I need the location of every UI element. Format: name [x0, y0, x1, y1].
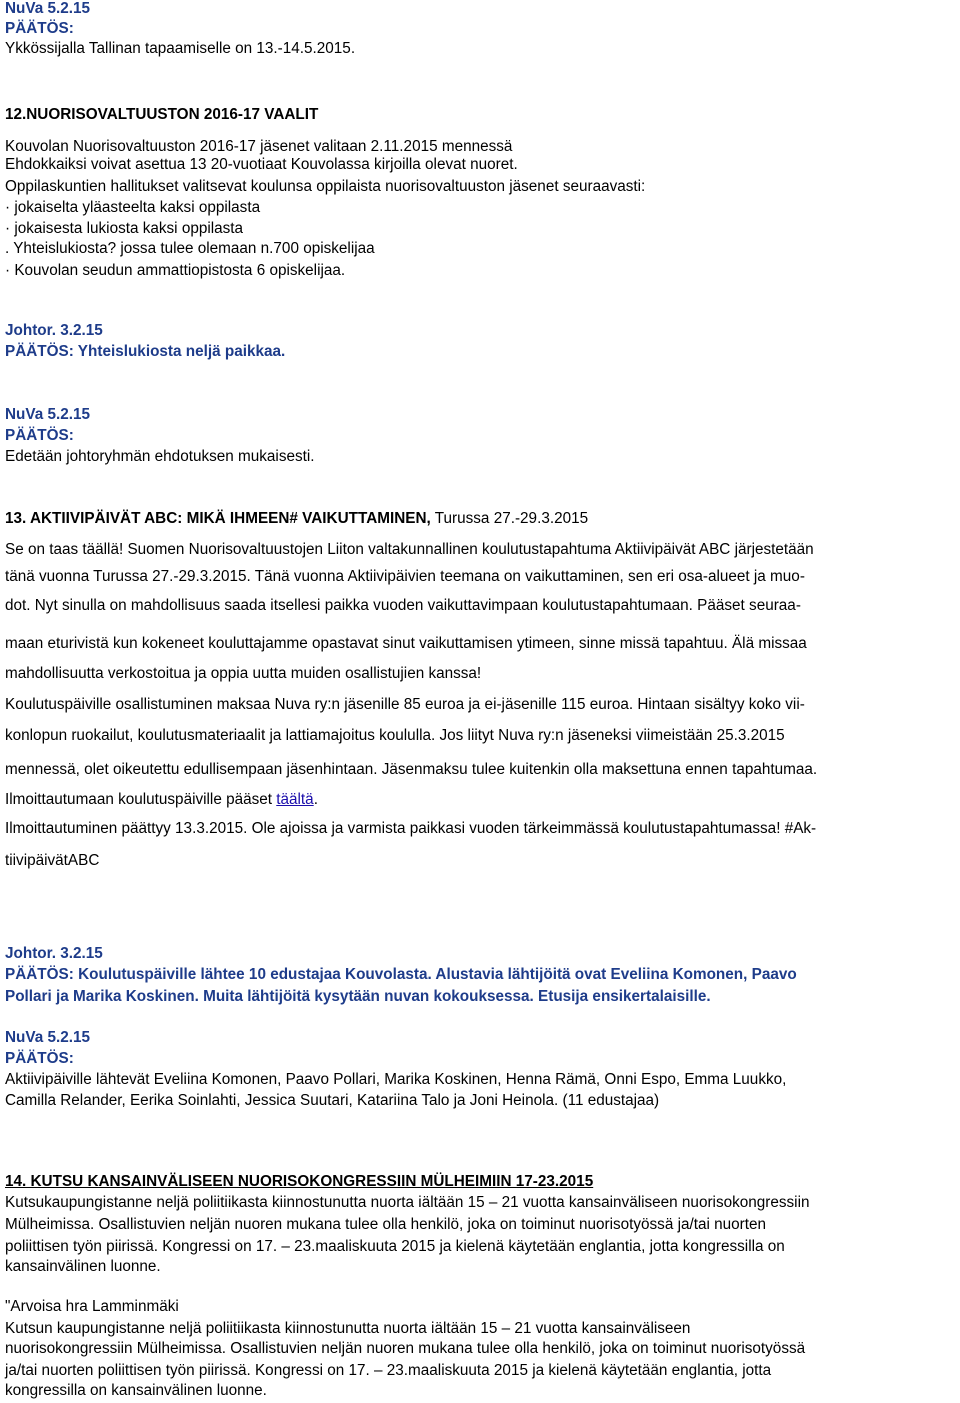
decision-text-line: Aktiivipäiville lähtevät Eveliina Komonen, Paavo Pollari, Marika Koskinen, Henna Rämä, Onni Espo, Emma Luukko, [5, 1071, 787, 1088]
register-text: Ilmoittautumaan koulutuspäiville pääset [5, 791, 277, 808]
s13-para-line: konlopun ruokailut, koulutusmateriaalit ja lattiamajoitus koululla. Jos liityt Nuva ry:n jäseneksi viimeistään 25.3.2015 [5, 727, 785, 744]
s12-list-item: · jokaisesta lukiosta kaksi oppilasta [5, 220, 244, 237]
section-13-heading [5, 510, 588, 528]
s14-para-line: poliittisen työn piirissä. Kongressi on 17. – 23.maaliskuuta 2015 ja kielenä käytetään englantia, jotta kongressilla on [5, 1238, 785, 1255]
s12-list-item: · Kouvolan seudun ammattiopistosta 6 opiskelijaa. [5, 262, 346, 279]
board-decision: PÄÄTÖS: Yhteislukiosta neljä paikkaa. [5, 343, 286, 360]
s13-para-line: Koulutuspäiville osallistuminen maksaa Nuva ry:n jäsenille 85 euroa ja ei-jäsenille 115 euroa. Hintaan sisältyy koko vii- [5, 696, 805, 713]
s12-line: Oppilaskuntien hallitukset valitsevat koulunsa oppilaista nuorisovaltuuston jäsenet seuraavasti: [5, 178, 646, 195]
s12-line: Kouvolan Nuorisovaltuuston 2016-17 jäsenet valitaan 2.11.2015 mennessä [5, 138, 513, 155]
section-13-place-date: Turussa 27.-29.3.2015 [430, 510, 589, 527]
s13-para-line: maan eturivistä kun kokeneet kouluttajamme opastavat sinut vaikuttamisen ytimeen, sinne missä tapahtuu. Älä missaa [5, 635, 807, 652]
s14-para-line: kansainvälinen luonne. [5, 1258, 161, 1275]
register-link[interactable]: täältä [276, 791, 314, 808]
decision-text: Ykkössijalla Tallinan tapaamiselle on 13.-14.5.2015. [5, 40, 356, 57]
board-decision-line: PÄÄTÖS: Koulutuspäiville lähtee 10 edustajaa Kouvolasta. Alustavia lähtijöitä ovat Eveliina Komonen, Paavo [5, 966, 797, 983]
meeting-label: NuVa 5.2.15 [5, 406, 91, 423]
s14-para-line: Mülheimissa. Osallistuvien neljän nuoren mukana tulee olla henkilö, joka on toiminut nuorisotyössä ja/tai nuorten [5, 1216, 767, 1233]
deadline-line: tiivipäivätABC [5, 852, 100, 869]
s13-para-line: dot. Nyt sinulla on mahdollisuus saada itsellesi paikka vuoden vaikuttavimpaan koulutustapahtumaan. Pääset seuraa- [5, 597, 801, 614]
deadline-line: Ilmoittautuminen päättyy 13.3.2015. Ole ajoissa ja varmista paikkasi vuoden tärkeimmässä koulutustapahtumassa! #Ak- [5, 820, 817, 837]
section-12-heading: 12.NUORISOVALTUUSTON 2016-17 VAALIT [5, 106, 319, 123]
s12-list-item: . Yhteislukiosta? jossa tulee olemaan n.700 opiskelijaa [5, 240, 375, 257]
s13-para-line: tänä vuonna Turussa 27.-29.3.2015. Tänä vuonna Aktiivipäivien teemana on vaikuttaminen, sen eri osa-alueet ja muo- [5, 568, 805, 585]
s14-letter-line: Kutsun kaupungistanne neljä poliitiikasta kiinnostunutta nuorta iältään 15 – 21 vuotta kansainväliseen [5, 1320, 691, 1337]
board-meeting-label: Johtor. 3.2.15 [5, 945, 103, 962]
decision-text: Edetään johtoryhmän ehdotuksen mukaisesti. [5, 448, 315, 465]
s12-line: Ehdokkaiksi voivat asettua 13 20-vuotiaat Kouvolassa kirjoilla olevat nuoret. [5, 156, 518, 173]
meeting-label: NuVa 5.2.15 [5, 1029, 91, 1046]
section-14-heading: 14. KUTSU KANSAINVÄLISEEN NUORISOKONGRESSIIN MÜLHEIMIIN 17-23.2015 [5, 1173, 594, 1190]
board-meeting-label: Johtor. 3.2.15 [5, 322, 103, 339]
s13-para-line: mahdollisuutta verkostoitua ja oppia uutta muiden osallistujien kanssa! [5, 665, 482, 682]
decision-label: PÄÄTÖS: [5, 427, 74, 444]
s14-letter-line: kongressilla on kansainvälinen luonne. [5, 1382, 267, 1399]
s14-letter-line: nuorisokongressiin Mülheimissa. Osallistuvien neljän nuoren mukana tulee olla henkilö, joka on toiminut nuorisotyössä [5, 1340, 806, 1357]
register-line [5, 791, 318, 809]
decision-label: PÄÄTÖS: [5, 1050, 74, 1067]
s14-para-line: Kutsukaupungistanne neljä poliitiikasta kiinnostunutta nuorta iältään 15 – 21 vuotta kansainväliseen nuorisokongressiin [5, 1194, 810, 1211]
decision-text-line: Camilla Relander, Eerika Soinlahti, Jessica Suutari, Katariina Talo ja Joni Heinola. (11 edustajaa) [5, 1092, 660, 1109]
s12-list-item: · jokaiselta yläasteelta kaksi oppilasta [5, 199, 261, 216]
s14-letter-line: ja/tai nuorten poliittisen työn piirissä. Kongressi on 17. – 23.maaliskuuta 2015 ja kielenä käytetään englantia, jotta [5, 1362, 772, 1379]
decision-label: PÄÄTÖS: [5, 20, 74, 37]
s13-para-line: mennessä, olet oikeutettu edullisempaan jäsenhintaan. Jäsenmaksu tulee kuitenkin olla maksettuna ennen tapahtumaa. [5, 761, 818, 778]
register-end: . [313, 791, 318, 808]
board-decision-line: Pollari ja Marika Koskinen. Muita lähtijöitä kysytään nuvan kokouksessa. Etusija ensikertalaisille. [5, 988, 711, 1005]
s13-para-line: Se on taas täällä! Suomen Nuorisovaltuustojen Liiton valtakunnallinen koulutustapahtuma Aktiivipäivät ABC järjestetään [5, 541, 814, 558]
letter-salutation: "Arvoisa hra Lamminmäki [5, 1298, 179, 1315]
section-13-title: 13. AKTIIVIPÄIVÄT ABC: MIKÄ IHMEEN# VAIKUTTAMINEN, [5, 510, 431, 527]
meeting-label: NuVa 5.2.15 [5, 0, 91, 17]
